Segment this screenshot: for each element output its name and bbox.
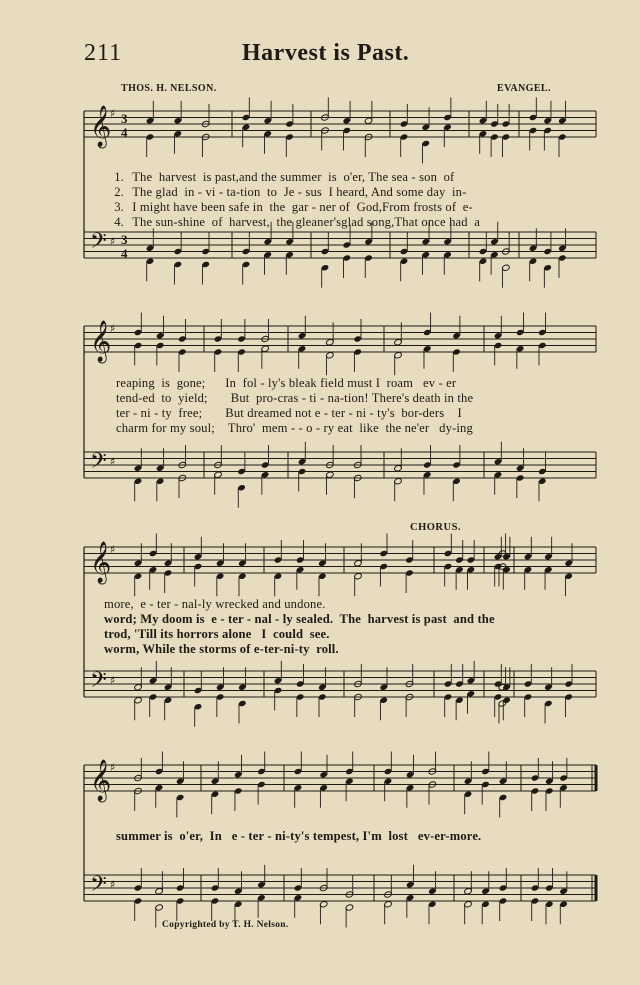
treble-clef-icon: 𝄞 xyxy=(90,321,112,362)
lyric-text: The glad in - vi - ta-tion to Je - sus I heard, And some day in- xyxy=(132,185,467,199)
sharp-icon: ♯ xyxy=(110,235,116,248)
sharp-icon: ♯ xyxy=(110,107,116,120)
chorus-label: CHORUS. xyxy=(410,522,462,533)
verse-number: 1. xyxy=(114,170,124,184)
final-barline xyxy=(595,875,598,901)
lyric-text: worm, While the storms of e-ter-ni-ty roll. xyxy=(104,642,339,656)
sharp-icon: ♯ xyxy=(110,455,116,468)
treble-clef-icon: 𝄞 xyxy=(90,542,112,583)
time-signature-top: 3 xyxy=(121,232,128,247)
lyric-text: The harvest is past,and the summer is o'er, The sea - son of xyxy=(132,170,455,184)
treble-clef-icon: 𝄞 xyxy=(90,760,112,801)
time-signature-top: 3 xyxy=(121,111,128,126)
sharp-icon: ♯ xyxy=(110,674,116,687)
verse-number: 2. xyxy=(114,185,124,199)
verse-number: 4. xyxy=(114,215,124,229)
lyric-text: trod, 'Till its horrors alone I could see. xyxy=(104,627,330,641)
lyric-text: I might have been safe in the gar - ner of God,From frosts of e- xyxy=(132,200,473,214)
lyric-line xyxy=(116,391,473,406)
words-credit: THOS. H. NELSON. xyxy=(121,83,217,94)
bass-clef-icon: 𝄢 xyxy=(90,229,107,259)
tune-credit: EVANGEL. xyxy=(497,83,551,94)
bass-clef-icon: 𝄢 xyxy=(90,668,107,698)
lyric-line xyxy=(116,829,481,844)
lyric-line xyxy=(116,406,462,421)
lyric-text: ter - ni - ty free; But dreamed not e - ter - ni - ty's bor-ders I xyxy=(116,406,462,420)
sharp-icon: ♯ xyxy=(110,761,116,774)
hymn-title: Harvest is Past. xyxy=(242,40,410,66)
final-barline xyxy=(595,765,598,791)
verse-number: 3. xyxy=(114,200,124,214)
hymn-number: 211 xyxy=(84,40,123,66)
lyric-line xyxy=(116,376,456,391)
sharp-icon: ♯ xyxy=(110,878,116,891)
bass-clef-icon: 𝄢 xyxy=(90,449,107,479)
lyric-line xyxy=(104,612,495,627)
lyric-line xyxy=(104,642,339,657)
lyric-line xyxy=(104,597,326,612)
bass-clef-icon: 𝄢 xyxy=(90,872,107,902)
lyric-text: word; My doom is e - ter - nal - ly sealed. The harvest is past and the xyxy=(104,612,495,626)
lyric-line xyxy=(101,200,480,245)
lyric-text: reaping is gone; In fol - ly's bleak field must I roam ev - er xyxy=(116,376,457,390)
lyric-line xyxy=(104,627,330,642)
lyric-text: The sun-shine of harvest, the gleaner'sglad song,That once had a xyxy=(132,215,481,229)
time-signature-bottom: 4 xyxy=(121,125,128,140)
lyric-text: tend-ed to yield; But pro-cras - ti - na-tion! There's death in the xyxy=(116,391,474,405)
lyric-line xyxy=(116,421,473,436)
lyric-text: charm for my soul; Thro' mem - - o - ry eat like the ne'er dy-ing xyxy=(116,421,473,435)
lyric-text: summer is o'er, In e - ter - ni-ty's tempest, I'm lost ev-er-more. xyxy=(116,829,482,843)
copyright-notice: Copyrighted by T. H. Nelson. xyxy=(162,920,289,930)
time-signature-bottom: 4 xyxy=(121,246,128,261)
lyric-text: more, e - ter - nal-ly wrecked and undone. xyxy=(104,597,326,611)
sharp-icon: ♯ xyxy=(110,322,116,335)
sharp-icon: ♯ xyxy=(110,543,116,556)
treble-clef-icon: 𝄞 xyxy=(90,106,112,147)
